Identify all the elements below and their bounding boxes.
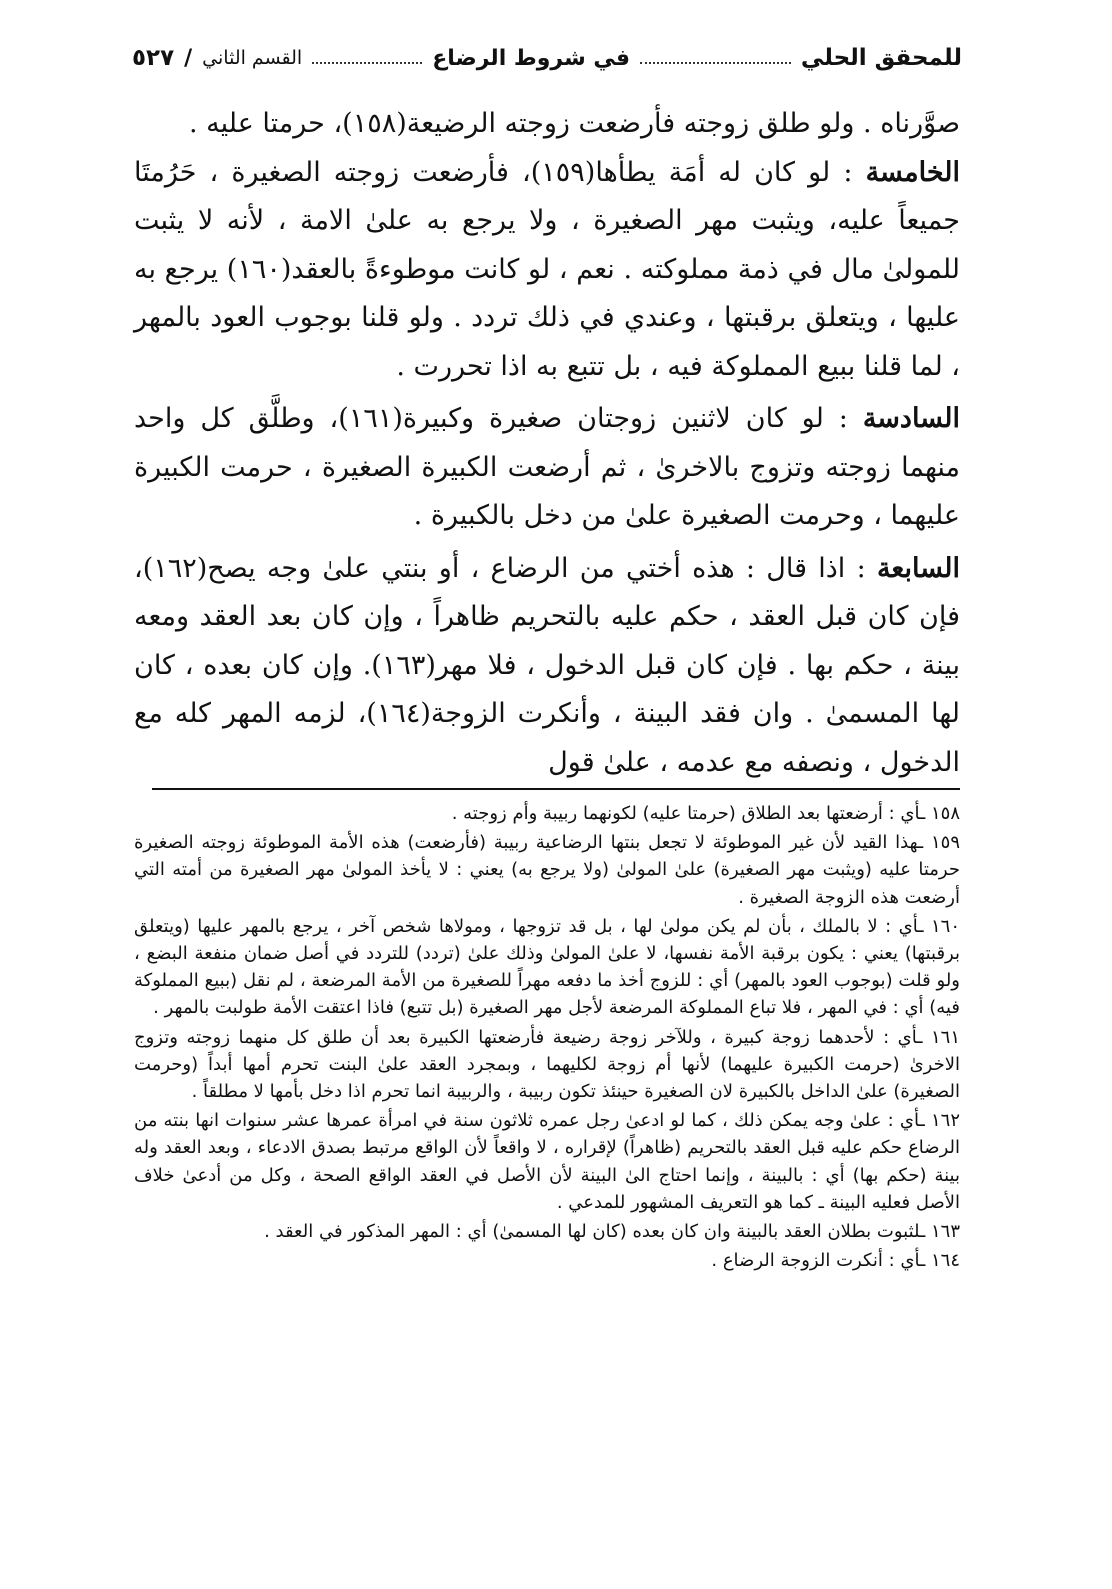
paragraph [134, 395, 960, 541]
paragraph-body: : لو كان لاثنين زوجتان صغيرة وكبيرة(١٦١)، وطلَّق كل واحد منهما زوجته وتزوج بالاخرىٰ ، ثم أرضعت الكبيرة الصغيرة ، حرمت الكبيرة عليهما ، وحرمت الصغيرة علىٰ من دخل بالكبيرة . [134, 403, 960, 531]
footnote-number: ١٥٩ ـ [917, 832, 960, 854]
footnotes [134, 800, 960, 1276]
footnote-text: لثبوت بطلان العقد بالبينة وان كان بعده (كان لها المسمىٰ) أي : المهر المذكور في العقد . [264, 1221, 920, 1243]
footnote-text: أي : أرضعتها بعد الطلاق (حرمتا عليه) لكونهما ربيبة وأم زوجته . [451, 803, 920, 824]
paragraph [134, 100, 960, 149]
footnote [134, 1247, 960, 1274]
footnote-divider [152, 788, 960, 790]
paragraph [134, 149, 960, 392]
running-header [132, 38, 962, 78]
paragraph-body: صوَّرناه . ولو طلق زوجته فأرضعت زوجته الرضيعة(١٥٨)، حرمتا عليه . [189, 108, 960, 139]
footnote-number: ١٦٤ ـ [919, 1250, 960, 1272]
footnote-number: ١٦٠ ـ [918, 915, 961, 937]
paragraph-lead: السادسة [862, 403, 960, 434]
header-separator: / [184, 45, 193, 71]
footnote-number: ١٦٢ ـ [919, 1110, 960, 1132]
main-text [134, 100, 960, 787]
footnote-text: أي : لا بالملك ، بأن لم يكن مولىٰ لها ، بل قد تزوجها ، ومولاها شخص آخر ، يرجع بالمهر عليها (ويتعلق برقبتها) يعني : يكون برقبة الأمة نفسها، لا علىٰ المولىٰ وذلك علىٰ (تردد) للتردد في أصل ضمان منفعة البضع ، ولو قلت (بوجوب العود بالمهر) أي : للزوج أخذ ما دفعه مهراً للصغيرة من الأمة المرضعة ، لم نقل (ببيع المملوكة فيه) أي : في المهر ، فلا تباع المملوكة المرضعة لأجل مهر الصغيرة (بل تتبع) فاذا اعتقت الأمة طولبت بالمهر . [134, 915, 960, 1019]
footnote-number: ١٥٨ ـ [919, 803, 960, 824]
header-author: للمحقق الحلي [800, 45, 962, 71]
header-part: القسم الثاني [202, 47, 303, 69]
footnote [134, 800, 960, 827]
paragraph-body: : اذا قال : هذه أختي من الرضاع ، أو بنتي علىٰ وجه يصح(١٦٢)، فإن كان قبل العقد ، حكم عليه بالتحريم ظاهراً ، وإن كان بعد العقد ومعه بينة ، حكم بها . فإن كان قبل الدخول ، فلا مهر(١٦٣). وإن كان بعده ، كان لها المسمىٰ . وان فقد البينة ، وأنكرت الزوجة(١٦٤)، لزمه المهر كله مع الدخول ، ونصفه مع عدمه ، علىٰ قول [134, 552, 960, 778]
paragraph-lead: الخامسة [865, 156, 960, 188]
footnote [134, 1107, 960, 1216]
footnote [134, 913, 960, 1022]
footnote-text: أي : علىٰ وجه يمكن ذلك ، كما لو ادعىٰ رجل عمره ثلاثون سنة في امرأة عمرها عشر سنوات انها بنته من الرضاع حكم عليه قبل العقد بالتحريم (ظاهراً) لإقراره ، لا واقعاً لأن الواقع مرتبط بصدق الادعاء ، وبعد العقد وله بينة (حكم بها) أي : بالبينة ، وإنما احتاج الىٰ البينة لأن الأصل في العقد الواقع الصحة ، وكل من أدعىٰ خلاف الأصل فعليه البينة ـ كما هو التعريف المشهور للمدعي . [134, 1110, 960, 1213]
footnote-text: أي : لأحدهما زوجة كبيرة ، وللآخر زوجة رضيعة فأرضعتها الكبيرة بعد أن طلق كل منهما زوجته وتزوج الاخرىٰ (حرمت الكبيرة عليهما) لأنها أم زوجة لكليهما ، وبمجرد العقد علىٰ البنت تحرم أمها أبداً (وحرمت الصغيرة) علىٰ الداخل بالكبيرة لان الصغيرة حينئذ تكون ربيبة ، والربيبة انما تحرم اذا دخل بأمها لا مطلقاً . [134, 1026, 960, 1103]
header-chapter-title: في شروط الرضاع [432, 45, 631, 71]
header-dot-leader [640, 62, 791, 64]
footnote-number: ١٦١ ـ [917, 1026, 960, 1048]
footnote-text: هذا القيد لأن غير الموطوئة لا تجعل بنتها الرضاعية ربيبة (فأرضعت) هذه الأمة الموطوئة زوجته الصغيرة حرمتا عليه (ويثبت مهر الصغيرة) علىٰ المولىٰ (ولا يرجع به) يعني : لا يأخذ المولىٰ مهر الصغيرة من أمته التي أرضعت هذه الزوجة الصغيرة . [134, 832, 960, 908]
paragraph [134, 545, 960, 788]
paragraph-lead: السابعة [876, 552, 960, 584]
footnote [134, 1024, 960, 1106]
footnote-text: أي : أنكرت الزوجة الرضاع . [711, 1250, 920, 1272]
footnote [134, 829, 960, 911]
paragraph-body: : لو كان له أمَة يطأها(١٥٩)، فأرضعت زوجته الصغيرة ، حَرُمتَا جميعاً عليه، ويثبت مهر الصغيرة ، ولا يرجع به علىٰ الامة ، لأنه لا يثبت للمولىٰ مال في ذمة مملوكته . نعم ، لو كانت موطوءةً بالعقد(١٦٠) يرجع به عليها ، ويتعلق برقبتها ، وعندي في ذلك تردد . ولو قلنا بوجوب العود بالمهر ، لما قلنا ببيع المملوكة فيه ، بل تتبع به اذا تحررت . [134, 156, 960, 382]
page-number: ٥٢٧ [132, 45, 175, 71]
footnote [134, 1218, 960, 1245]
footnote-number: ١٦٣ ـ [919, 1221, 960, 1243]
header-dot-leader [312, 62, 422, 64]
